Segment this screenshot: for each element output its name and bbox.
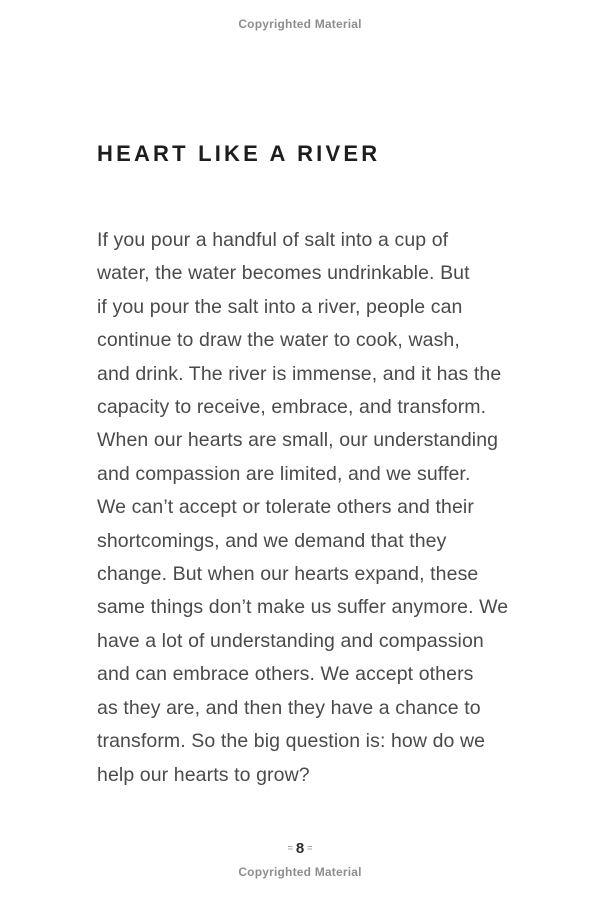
body-line: When our hearts are small, our understanding [97,429,499,452]
body-line: and compassion are limited, and we suffer. [97,462,471,485]
body-line: as they are, and then they have a chance to [97,696,481,719]
body-line: shortcomings, and we demand that they [97,529,447,552]
chapter-body [97,224,517,792]
body-line: We can’t accept or tolerate others and their [97,496,474,519]
page-number-ornament-right: = [307,842,313,853]
page-number: 8 [295,840,305,858]
body-line: if you pour the salt into a river, people can [97,295,463,318]
body-line: and drink. The river is immense, and it has the [97,362,502,385]
body-line: water, the water becomes undrinkable. But [97,262,470,285]
copyright-notice-top: Copyrighted Material [238,17,362,31]
body-line: capacity to receive, embrace, and transform. [97,396,487,419]
body-line: same things don’t make us suffer anymore. We [97,596,509,619]
page-footer [0,840,600,858]
body-line: change. But when our hearts expand, these [97,563,479,586]
chapter-title: HEART LIKE A RIVER [97,140,381,166]
body-line: have a lot of understanding and compassion [97,629,484,652]
body-line: and can embrace others. We accept others [97,663,474,686]
body-line: continue to draw the water to cook, wash, [97,329,460,352]
page-number-ornament-left: = [287,842,293,853]
copyright-notice-bottom: Copyrighted Material [238,865,362,879]
body-line: help our hearts to grow? [97,763,310,786]
body-line: transform. So the big question is: how do we [97,730,486,753]
body-line: If you pour a handful of salt into a cup of [97,229,449,251]
